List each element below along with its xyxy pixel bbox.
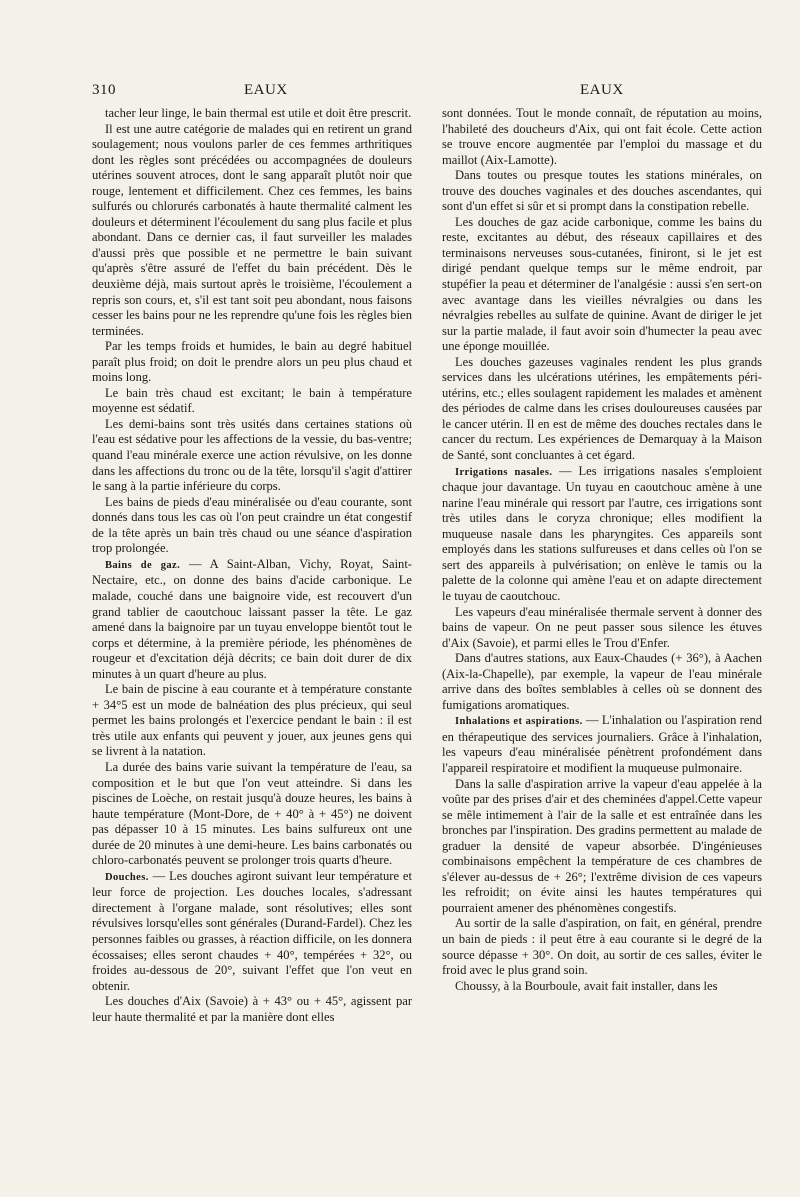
page-number: 310 bbox=[92, 82, 116, 98]
section-rubric: Inhalations et aspirations. bbox=[455, 716, 583, 728]
section-rubric: Irrigations nasales. bbox=[455, 466, 553, 478]
paragraph-text: Le bain très chaud est excitant; le bain à température moyenne est sédatif. bbox=[92, 385, 412, 416]
paragraph bbox=[92, 106, 412, 122]
paragraph bbox=[92, 869, 412, 994]
paragraph-text: La durée des bains varie suivant la température de l'eau, sa composition et le but que l'on veut atteindre. Si dans les piscines de Loèche, on restait jusqu'à douze heures, les bains à haute température (Mont-Dore, de + 40° à + 45°) ne doivent pas dépasser 10 à 15 minutes. Les bains sulfureux ont une durée de 20 minutes à une demi-heure. Les bains carbonatés ou chloro-carbonatés peuvent se prolonger trois quarts d'heure. bbox=[92, 759, 412, 868]
paragraph-text: Le bain de piscine à eau courante et à température constante + 34°5 est un mode de balnéation des plus précieux, qui seul permet les bains prolongés et l'exercice pendant le bain : il est très utile aux enfants qui peuvent y jouer, aux jeunes gens qui se livrent à la natation. bbox=[92, 682, 412, 759]
paragraph bbox=[442, 215, 762, 355]
page-header bbox=[92, 82, 764, 100]
paragraph-text: Les bains de pieds d'eau minéralisée ou d'eau courante, sont donnés dans tous les cas où l'on peut craindre un état congestif de la tête après un bain très chaud ou une séance d'aspiration trop prolongée. bbox=[92, 494, 412, 556]
paragraph-text: Les douches de gaz acide carbonique, comme les bains du reste, excitantes au début, des réseaux capillaires et des terminaisons nerveuses sous-cutanées, finiront, si le jet est dirigé pendant quelque temps sur le même endroit, par stupéfier la peau et déterminer de l'analgésie : aussi s'en sert-on avec avantage dans les vieilles névralgies ou dans les névralgies rebelles au sulfate de quinine. Avant de diriger le jet sur la partie malade, il faut avoir soin d'humecter la peau avec une éponge mouillée. bbox=[442, 214, 762, 354]
paragraph-text: Les douches d'Aix (Savoie) à + 43° ou + 45°, agissent par leur haute thermalité et par la manière dont elles bbox=[92, 994, 412, 1024]
paragraph bbox=[442, 979, 762, 995]
paragraph bbox=[442, 168, 762, 215]
paragraph bbox=[92, 557, 412, 682]
right-column bbox=[442, 106, 762, 994]
paragraph bbox=[92, 760, 412, 869]
paragraph bbox=[442, 651, 762, 713]
paragraph-text: sont données. Tout le monde connaît, de réputation au moins, l'habileté des doucheurs d'Aix, qui ont fait école. Cette action se trouve encore augmentée par l'emploi du massage et du maillot (Aix-Lamotte). bbox=[442, 106, 762, 167]
paragraph-text: tacher leur linge, le bain thermal est utile et doit être prescrit. bbox=[105, 106, 412, 120]
paragraph-text: Dans la salle d'aspiration arrive la vapeur d'eau appelée à la voûte par des prises d'air et des cheminées d'appel.Cette vapeur se mêle intimement à l'air de la salle et est entraînée dans les bronches par l'inspiration. Des gradins permettent au malade de graduer la densité de vapeur absorbée. D'ingénieuses combinaisons empêchent la température de ces chambres de s'élever au-dessus de + 26°; l'extrême division de ces vapeurs les refroidit; on évite ainsi les hautes températures qui pourraient amener des phénomènes congestifs. bbox=[442, 776, 762, 915]
paragraph bbox=[92, 994, 412, 1025]
paragraph bbox=[442, 605, 762, 652]
paragraph bbox=[92, 417, 412, 495]
left-column bbox=[92, 106, 412, 1025]
paragraph bbox=[92, 122, 412, 340]
running-title-right: EAUX bbox=[580, 82, 624, 98]
section-rubric: Douches. bbox=[105, 871, 149, 883]
paragraph bbox=[442, 777, 762, 917]
paragraph-text: — Les douches agiront suivant leur température et leur force de projection. Les douches locales, s'adressant directement à l'organe malade, sont résolutives; elles sont révulsives lorsqu'elles sont générales (Durand-Fardel). Chez les personnes faibles ou grasses, à réaction difficile, on les donnera écossaises; elles seront chaudes + 40°, tempérées + 32°, ou froides au-dessous de 20°, suivant l'effet que l'on veut en obtenir. bbox=[92, 868, 412, 993]
paragraph-text: Il est une autre catégorie de malades qui en retirent un grand soulagement; nous voulons parler de ces femmes arthritiques dont les règles sont précédées ou accompagnées de douleurs utérines souvent atroces, dont le sang apparaît plutôt noir que rouge, lentement et difficilement. Chez ces femmes, les bains sulfurés ou chlorurés carbonatés à haute thermalité calment les douleurs et déterminent l'écoulement du sang plus facile et plus abondant. Dans ce dernier cas, il faut surveiller les malades d'aussi près que possible et ne permettre le bain suivant qu'après s'être assuré de l'effet du bain précédent. Dès le deuxième déjà, mais surtout après le troisième, l'écoulement a repris son cours, et, s'il est tant soit peu abondant, nous faisons cesser les bains pour ne les reprendre qu'une fois les règles bien terminées. bbox=[92, 121, 412, 338]
paragraph-text: Dans d'autres stations, aux Eaux-Chaudes (+ 36°), à Aachen (Aix-la-Chapelle), par exemple, la vapeur de l'eau minérale arrive dans des boîtes semblables à celles où se donnent des fumigations aromatiques. bbox=[442, 651, 762, 712]
paragraph-text: Dans toutes ou presque toutes les stations minérales, on trouve des douches vaginales et des douches ascendantes, qui sont d'un effet si sûr et si prompt dans la constipation rebelle. bbox=[442, 168, 762, 214]
paragraph-text: — A Saint-Alban, Vichy, Royat, Saint-Nectaire, etc., on donne des bains d'acide carbonique. Le malade, couché dans une baignoire vide, est recouvert d'un grand tablier de caoutchouc laissant passer la tête. Le gaz amené dans la baignoire par un tuyau enveloppe bientôt tout le corps et détermine, à la première période, les phénomènes de rougeur et d'excitation déjà décrits; ce bain doit durer de dix minutes à un quart d'heure au plus. bbox=[92, 556, 412, 681]
paragraph bbox=[92, 386, 412, 417]
paragraph bbox=[442, 355, 762, 464]
section-rubric: Bains de gaz. bbox=[105, 559, 181, 571]
paragraph-text: — L'inhalation ou l'aspiration rend en thérapeutique des services journaliers. Grâce à l'inhalation, les vapeurs d'eau minéralisée pénètrent profondément dans l'appareil respiratoire et modifient la muqueuse pulmonaire. bbox=[442, 713, 762, 775]
paragraph bbox=[92, 495, 412, 557]
paragraph-text: Les vapeurs d'eau minéralisée thermale servent à donner des bains de vapeur. On ne peut passer sous silence les étuves d'Aix (Savoie), et parmi elles le Trou d'Enfer. bbox=[442, 604, 762, 650]
running-title-left: EAUX bbox=[244, 82, 288, 98]
paragraph bbox=[92, 339, 412, 386]
paragraph bbox=[442, 106, 762, 168]
paragraph bbox=[92, 682, 412, 760]
paragraph bbox=[442, 713, 762, 776]
paragraph-text: Choussy, à la Bourboule, avait fait installer, dans les bbox=[455, 978, 718, 993]
paragraph-text: Les douches gazeuses vaginales rendent les plus grands services dans les ulcérations utérines, les empâtements péri-utérins, etc.; elles soulagent rapidement les malades et amènent des périodes de calme dans les crises douloureuses causées par le cancer utérin. Il en est de même des douches rectales dans le cancer du rectum. Les expériences de Demarquay à la Maison de Santé, sont concluantes à cet égard. bbox=[442, 354, 762, 463]
paragraph-text: Par les temps froids et humides, le bain au degré habituel paraît plus froid; on doit le prendre alors un peu plus chaud et moins long. bbox=[92, 339, 412, 385]
paragraph bbox=[442, 916, 762, 978]
paragraph-text: Les demi-bains sont très usités dans certaines stations où l'eau est sédative pour les affections de la vessie, du bas-ventre; quand l'eau minérale exerce une action révulsive, on les donne dans les affections du tronc ou de la tête, lorsqu'il s'agit d'attirer le sang à la partie inférieure du corps. bbox=[92, 416, 412, 494]
paragraph bbox=[442, 464, 762, 605]
paragraph-text: — Les irrigations nasales s'emploient chaque jour davantage. Un tuyau en caoutchouc amène à une narine l'eau minérale qui ressort par l'autre, ces irrigations sont très utiles dans le coryza chronique; elles modifient la muqueuse nasale dans les pharyngites. Ces appareils sont employés dans les stations sulfureuses et dans celles où l'on se sert des appareils à pulvérisation; on enlève le tamis ou la palette de la colonne qui amène l'eau et on adapte directement le tuyau de caoutchouc. bbox=[442, 463, 762, 603]
paragraph-text: Au sortir de la salle d'aspiration, on fait, en général, prendre un bain de pieds : il peut être à eau courante si le degré de la source dépasse + 30°. On doit, au sortir de ces salles, éviter le froid avec le plus grand soin. bbox=[442, 916, 762, 978]
